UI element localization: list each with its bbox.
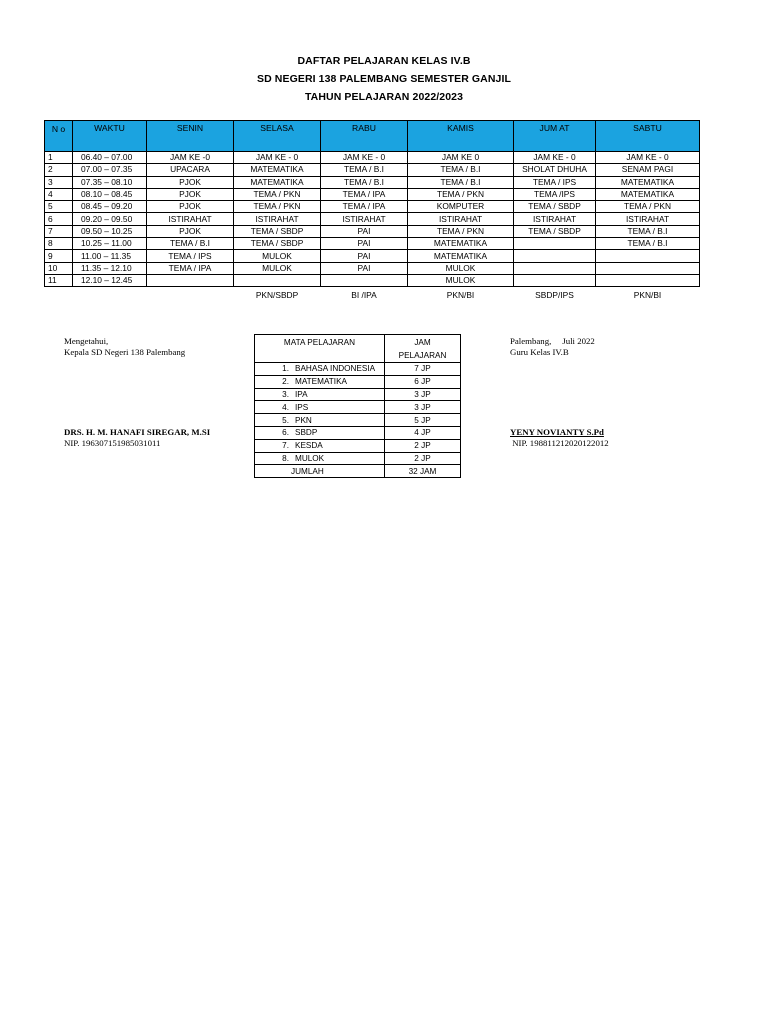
cell-kamis: ISTIRAHAT: [408, 213, 514, 225]
row-no: 6: [45, 213, 73, 225]
cell-sabtu: JAM KE - 0: [596, 152, 700, 164]
subject-hours: 3 JP: [385, 388, 461, 401]
cell-jumat: ISTIRAHAT: [514, 213, 596, 225]
place-date: Palembang, Juli 2022: [510, 336, 595, 346]
principal-name: DRS. H. M. HANAFI SIREGAR, M.SI: [64, 427, 211, 437]
subject-number: 6.: [282, 428, 289, 438]
subject-number: 5.: [282, 415, 289, 425]
subject-name: KESDA: [295, 441, 323, 451]
subject-total-row: [255, 465, 461, 478]
cell-sabtu: [596, 274, 700, 286]
footer-cell: [147, 287, 234, 304]
table-row: [45, 152, 700, 164]
header-waktu: WAKTU: [73, 121, 147, 152]
subject-row: [255, 363, 461, 376]
cell-senin: TEMA / B.I: [147, 238, 234, 250]
subject-row: [255, 439, 461, 452]
cell-sabtu: [596, 262, 700, 274]
subject-row: [255, 452, 461, 465]
cell-kamis: MATEMATIKA: [408, 238, 514, 250]
header-no: N o: [45, 121, 73, 152]
teacher-name: YENY NOVIANTY S.Pd: [510, 427, 604, 437]
title-line-2: SD NEGERI 138 PALEMBANG SEMESTER GANJIL: [257, 73, 511, 85]
table-row: [45, 176, 700, 188]
cell-selasa: ISTIRAHAT: [234, 213, 321, 225]
subject-number: 7.: [282, 441, 289, 451]
row-time: 11.35 – 12.10: [73, 262, 147, 274]
cell-selasa: [234, 274, 321, 286]
subject-hours: 4 JP: [385, 426, 461, 439]
subject-hours: 5 JP: [385, 414, 461, 427]
subject-name-cell: [255, 439, 385, 452]
cell-selasa: TEMA / SBDP: [234, 225, 321, 237]
subject-hours: 3 JP: [385, 401, 461, 414]
cell-sabtu: [596, 250, 700, 262]
subject-row: [255, 414, 461, 427]
table-row: [45, 238, 700, 250]
principal-name-block: [64, 427, 210, 449]
cell-jumat: JAM KE - 0: [514, 152, 596, 164]
cell-rabu: PAI: [321, 238, 408, 250]
header-sabtu: SABTU: [596, 121, 700, 152]
subject-number: 4.: [282, 402, 289, 412]
cell-rabu: PAI: [321, 250, 408, 262]
cell-sabtu: TEMA / PKN: [596, 201, 700, 213]
table-row: [45, 274, 700, 286]
cell-selasa: TEMA / PKN: [234, 201, 321, 213]
cell-senin: TEMA / IPS: [147, 250, 234, 262]
cell-selasa: MATEMATIKA: [234, 176, 321, 188]
principal-signature-block: [64, 336, 185, 358]
cell-rabu: JAM KE - 0: [321, 152, 408, 164]
cell-kamis: TEMA / B.I: [408, 164, 514, 176]
cell-senin: TEMA / IPA: [147, 262, 234, 274]
cell-senin: JAM KE -0: [147, 152, 234, 164]
row-time: 12.10 – 12.45: [73, 274, 147, 286]
cell-rabu: PAI: [321, 262, 408, 274]
cell-kamis: TEMA / PKN: [408, 225, 514, 237]
cell-senin: PJOK: [147, 188, 234, 200]
footer-cell: BI /IPA: [351, 290, 377, 301]
footer-cell: PKN/SBDP: [255, 290, 299, 301]
schedule-table: [44, 120, 700, 303]
cell-rabu: TEMA / B.I: [321, 176, 408, 188]
footer-cell: SBDP/IPS: [535, 290, 574, 301]
subject-hours: 2 JP: [385, 452, 461, 465]
table-row: [45, 250, 700, 262]
document-title-block: [0, 52, 768, 106]
subject-name-cell: [255, 426, 385, 439]
table-row: [45, 262, 700, 274]
table-row: [45, 188, 700, 200]
cell-rabu: TEMA / IPA: [321, 201, 408, 213]
subject-name-cell: [255, 452, 385, 465]
cell-selasa: TEMA / SBDP: [234, 238, 321, 250]
row-time: 09.20 – 09.50: [73, 213, 147, 225]
subject-hours: 7 JP: [385, 363, 461, 376]
total-value: 32 JAM: [385, 465, 461, 478]
title-line-3: TAHUN PELAJARAN 2022/2023: [304, 91, 464, 103]
header-jumat: JUM AT: [514, 121, 596, 152]
cell-kamis: TEMA / B.I: [408, 176, 514, 188]
subject-header: MATA PELAJARAN: [255, 335, 385, 363]
subject-row: [255, 375, 461, 388]
cell-jumat: [514, 274, 596, 286]
row-time: 07.00 – 07.35: [73, 164, 147, 176]
row-no: 7: [45, 225, 73, 237]
schedule-header-row: [45, 121, 700, 152]
teacher-title: Guru Kelas IV.B: [510, 347, 569, 357]
row-time: 07.35 – 08.10: [73, 176, 147, 188]
row-time: 11.00 – 11.35: [73, 250, 147, 262]
header-kamis: KAMIS: [408, 121, 514, 152]
cell-sabtu: MATEMATIKA: [596, 188, 700, 200]
header-selasa: SELASA: [234, 121, 321, 152]
cell-jumat: TEMA / SBDP: [514, 225, 596, 237]
row-no: 4: [45, 188, 73, 200]
total-label: JUMLAH: [255, 465, 385, 478]
subject-name: BAHASA INDONESIA: [295, 364, 376, 374]
subject-name: SBDP: [295, 428, 318, 438]
row-no: 2: [45, 164, 73, 176]
cell-kamis: JAM KE 0: [408, 152, 514, 164]
principal-nip: NIP. 196307151985031011: [64, 438, 161, 448]
cell-jumat: TEMA / IPS: [514, 176, 596, 188]
cell-jumat: SHOLAT DHUHA: [514, 164, 596, 176]
subject-name-cell: [255, 375, 385, 388]
subject-row: [255, 401, 461, 414]
cell-jumat: TEMA /IPS: [514, 188, 596, 200]
subject-name: IPS: [295, 402, 309, 412]
subject-number: 8.: [282, 453, 289, 463]
subject-number: 1.: [282, 364, 289, 374]
principal-title: Kepala SD Negeri 138 Palembang: [64, 347, 186, 357]
row-time: 10.25 – 11.00: [73, 238, 147, 250]
cell-jumat: [514, 238, 596, 250]
schedule-footer-row: [45, 287, 700, 304]
footer-cell: [45, 287, 73, 304]
table-row: [45, 225, 700, 237]
hours-header-line-1: JAM: [414, 338, 431, 347]
table-row: [45, 201, 700, 213]
subject-hours-table: [254, 334, 461, 478]
footer-cell: PKN/BI: [633, 290, 662, 301]
cell-sabtu: ISTIRAHAT: [596, 213, 700, 225]
subject-name: MULOK: [295, 453, 325, 463]
title-line-1: DAFTAR PELAJARAN KELAS IV.B: [297, 55, 471, 67]
cell-rabu: PAI: [321, 225, 408, 237]
cell-jumat: [514, 250, 596, 262]
row-time: 09.50 – 10.25: [73, 225, 147, 237]
cell-jumat: TEMA / SBDP: [514, 201, 596, 213]
subject-name-cell: [255, 388, 385, 401]
cell-selasa: MATEMATIKA: [234, 164, 321, 176]
cell-selasa: MULOK: [234, 262, 321, 274]
cell-rabu: [321, 274, 408, 286]
teacher-nip: NIP. 198811212020122012: [510, 438, 609, 448]
table-row: [45, 213, 700, 225]
footer-cell: [73, 287, 147, 304]
footer-cell: PKN/BI: [446, 290, 475, 301]
cell-sabtu: MATEMATIKA: [596, 176, 700, 188]
cell-rabu: TEMA / B.I: [321, 164, 408, 176]
subject-number: 2.: [282, 377, 289, 387]
row-no: 5: [45, 201, 73, 213]
teacher-name-block: [510, 427, 609, 449]
subject-number: 3.: [282, 389, 289, 399]
cell-senin: [147, 274, 234, 286]
cell-kamis: MULOK: [408, 274, 514, 286]
cell-senin: PJOK: [147, 225, 234, 237]
subject-hours: 2 JP: [385, 439, 461, 452]
acknowledged-label: Mengetahui,: [64, 336, 109, 346]
cell-kamis: KOMPUTER: [408, 201, 514, 213]
cell-jumat: [514, 262, 596, 274]
cell-sabtu: TEMA / B.I: [596, 238, 700, 250]
row-no: 8: [45, 238, 73, 250]
hours-header: [385, 335, 461, 363]
row-no: 10: [45, 262, 73, 274]
header-rabu: RABU: [321, 121, 408, 152]
subject-name: PKN: [295, 415, 312, 425]
cell-sabtu: TEMA / B.I: [596, 225, 700, 237]
cell-senin: ISTIRAHAT: [147, 213, 234, 225]
subject-hours: 6 JP: [385, 375, 461, 388]
subject-name-cell: [255, 414, 385, 427]
cell-selasa: MULOK: [234, 250, 321, 262]
cell-senin: UPACARA: [147, 164, 234, 176]
cell-selasa: TEMA / PKN: [234, 188, 321, 200]
subject-name: MATEMATIKA: [295, 377, 348, 387]
cell-kamis: TEMA / PKN: [408, 188, 514, 200]
cell-sabtu: SENAM PAGI: [596, 164, 700, 176]
subject-name: IPA: [295, 389, 308, 399]
table-row: [45, 164, 700, 176]
row-time: 06.40 – 07.00: [73, 152, 147, 164]
subject-name-cell: [255, 401, 385, 414]
teacher-signature-block: [510, 336, 595, 358]
subject-header-row: [255, 335, 461, 363]
row-time: 08.45 – 09.20: [73, 201, 147, 213]
row-no: 1: [45, 152, 73, 164]
row-no: 11: [45, 274, 73, 286]
header-senin: SENIN: [147, 121, 234, 152]
cell-senin: PJOK: [147, 176, 234, 188]
cell-kamis: MULOK: [408, 262, 514, 274]
row-no: 3: [45, 176, 73, 188]
cell-rabu: ISTIRAHAT: [321, 213, 408, 225]
row-no: 9: [45, 250, 73, 262]
cell-selasa: JAM KE - 0: [234, 152, 321, 164]
cell-rabu: TEMA / IPA: [321, 188, 408, 200]
hours-header-line-2: PELAJARAN: [398, 351, 447, 360]
subject-row: [255, 388, 461, 401]
row-time: 08.10 – 08.45: [73, 188, 147, 200]
cell-senin: PJOK: [147, 201, 234, 213]
subject-row: [255, 426, 461, 439]
subject-name-cell: [255, 363, 385, 376]
cell-kamis: MATEMATIKA: [408, 250, 514, 262]
